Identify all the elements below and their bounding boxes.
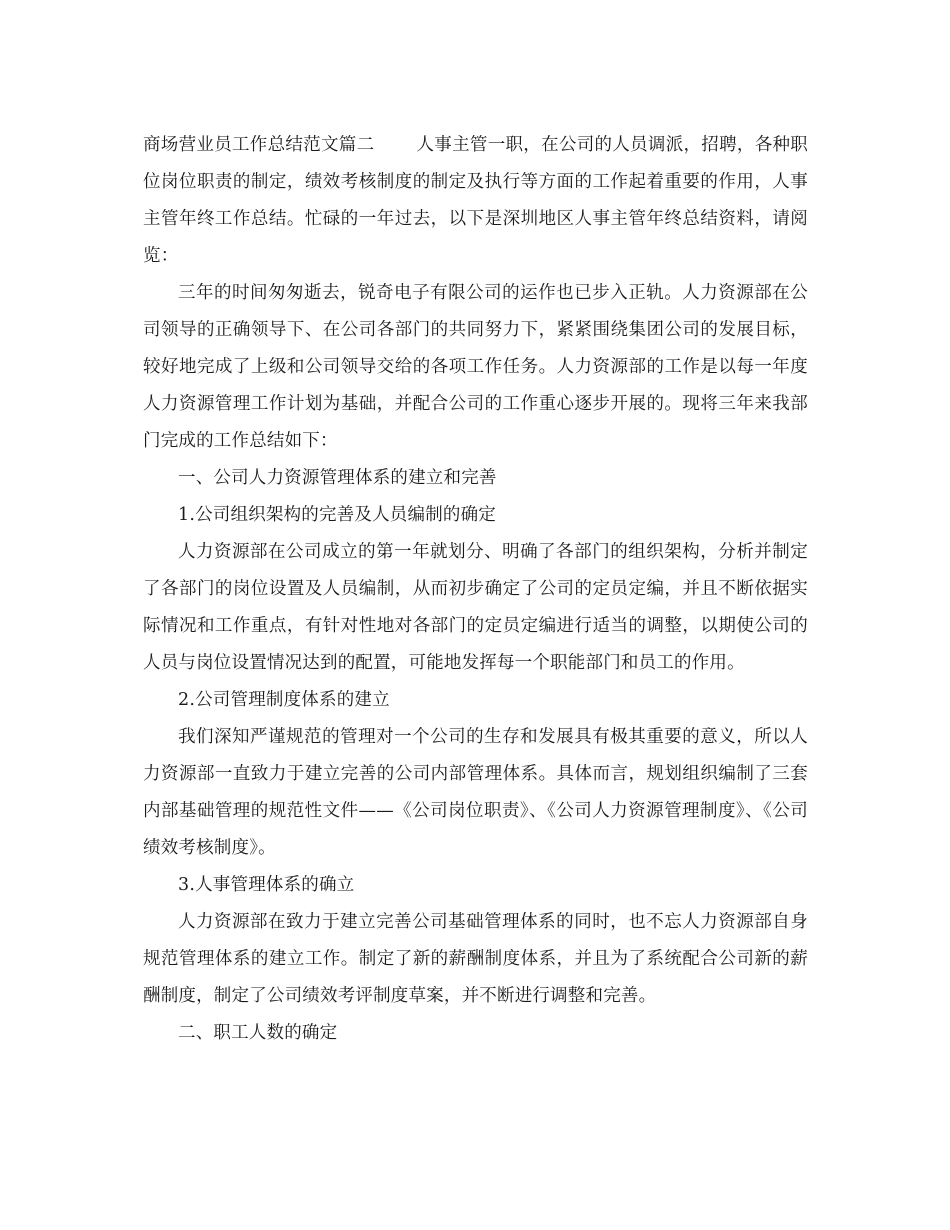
section-heading: 一、公司人力资源管理体系的建立和完善 (178, 468, 497, 488)
intro-text: 人事主管一职，在公司的人员调派，招聘，各种职位岗位职责的制定，绩效考核制度的制定及执行等方面的工作起着重要的作用，人事主管年终工作总结。忙碌的一年过去，以下是深圳地区人事主管年终总结资料，请阅览： (143, 135, 808, 266)
section-heading: 二、职工人数的确定 (178, 1023, 338, 1043)
subsection-heading: 2.公司管理制度体系的建立 (178, 690, 390, 710)
subsection-heading: 1.公司组织架构的完善及人员编制的确定 (178, 505, 496, 525)
subsection-heading: 3.人事管理体系的确立 (178, 875, 355, 895)
intro-paragraph (143, 127, 808, 275)
body-paragraph: 我们深知严谨规范的管理对一个公司的生存和发展具有极其重要的意义，所以人力资源部一直致力于建立完善的公司内部管理体系。具体而言，规划组织编制了三套内部基础管理的规范性文件——《公司岗位职责》、《公司人力资源管理制度》、《公司绩效考核制度》。 (143, 727, 808, 858)
body-paragraph: 人力资源部在致力于建立完善公司基础管理体系的同时，也不忘人力资源部自身规范管理体系的建立工作。制定了新的薪酬制度体系，并且为了系统配合公司新的薪酬制度，制定了公司绩效考评制度草案，并不断进行调整和完善。 (143, 912, 808, 1006)
document-body (143, 127, 808, 1052)
body-paragraph: 人力资源部在公司成立的第一年就划分、明确了各部门的组织架构，分析并制定了各部门的岗位设置及人员编制，从而初步确定了公司的定员定编，并且不断依据实际情况和工作重点，有针对性地对各部门的定员定编进行适当的调整，以期使公司的人员与岗位设置情况达到的配置，可能地发挥每一个职能部门和员工的作用。 (143, 542, 808, 673)
body-paragraph: 三年的时间匆匆逝去，锐奇电子有限公司的运作也已步入正轨。人力资源部在公司领导的正确领导下、在公司各部门的共同努力下，紧紧围绕集团公司的发展目标，较好地完成了上级和公司领导交给的各项工作任务。人力资源部的工作是以每一年度人力资源管理工作计划为基础，并配合公司的工作重心逐步开展的。现将三年来我部门完成的工作总结如下： (143, 283, 808, 451)
intro-title: 商场营业员工作总结范文篇二 (143, 135, 375, 155)
